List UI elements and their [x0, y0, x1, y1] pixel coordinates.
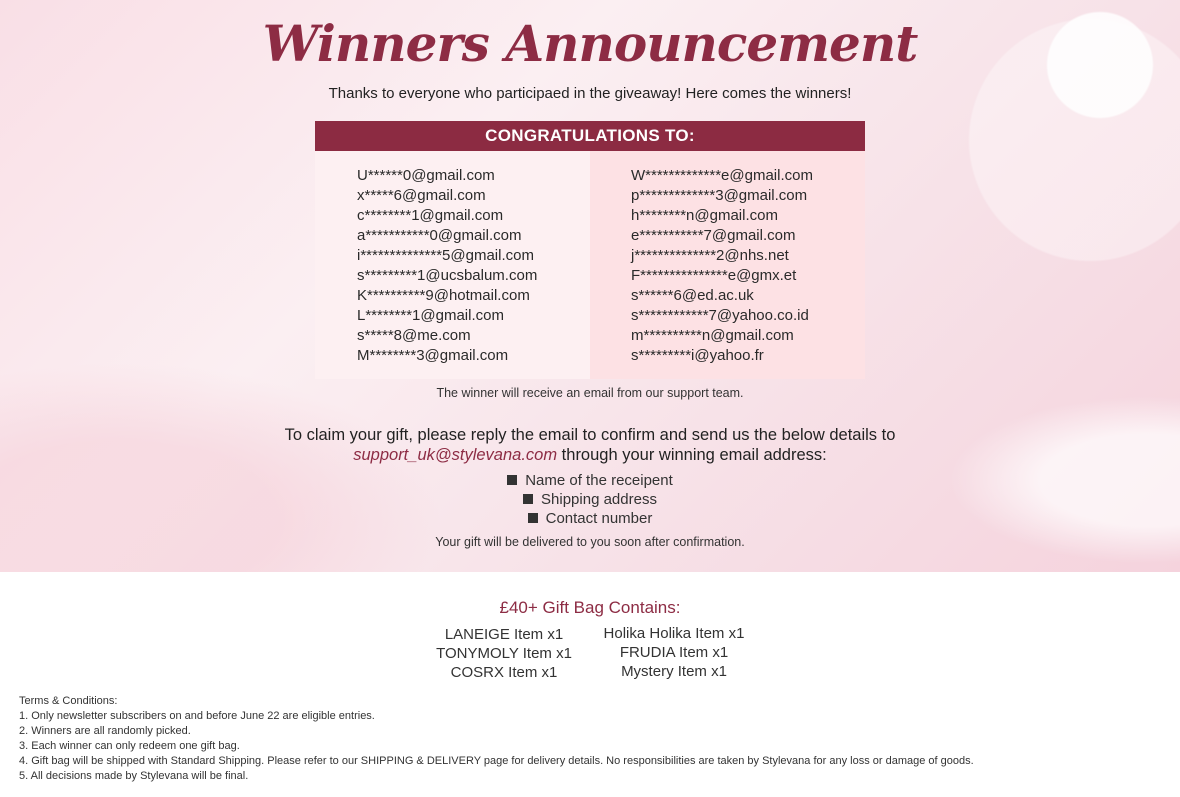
winner-email: s*********1@ucsbalum.com [357, 267, 538, 284]
support-email-note: The winner will receive an email from our support team. [436, 386, 744, 400]
claim-line: To claim your gift, please reply the email to confirm and send us the below details to [284, 426, 896, 444]
winner-email: j**************2@nhs.net [631, 247, 789, 264]
gift-item: Holika Holika Item x1 [603, 625, 745, 642]
required-details-list [0, 471, 1180, 528]
winner-email: F***************e@gmx.et [631, 267, 797, 284]
winner-email: m**********n@gmail.com [631, 327, 794, 344]
winner-email: e***********7@gmail.com [631, 227, 796, 244]
winner-email: M********3@gmail.com [357, 347, 509, 364]
winner-email: s************7@yahoo.co.id [631, 307, 809, 324]
list-item: Shipping address [0, 490, 1180, 509]
winner-email: s*****8@me.com [357, 327, 471, 344]
bullet-square-icon [528, 513, 538, 523]
winner-email: p*************3@gmail.com [631, 187, 808, 204]
claim-line-suffix: through your winning email address: [557, 446, 827, 464]
gift-bag-title: £40+ Gift Bag Contains: [499, 598, 681, 617]
winner-email: i**************5@gmail.com [357, 247, 534, 264]
bullet-square-icon [523, 494, 533, 504]
winner-email: x*****6@gmail.com [357, 187, 486, 204]
terms-heading: Terms & Conditions: [19, 695, 118, 707]
winner-email: s******6@ed.ac.uk [631, 287, 754, 304]
terms-item: 1. Only newsletter subscribers on and before June 22 are eligible entries. [19, 710, 375, 722]
terms-and-conditions [19, 694, 974, 784]
support-email-link[interactable]: support_uk@stylevana.com [353, 446, 558, 464]
winners-list-left [315, 151, 590, 379]
winner-email: s*********i@yahoo.fr [631, 347, 764, 364]
terms-item: 4. Gift bag will be shipped with Standard Shipping. Please refer to our SHIPPING & DELIVERY page for delivery details. No responsibilities are taken by Stylevana for any loss or damage of goods. [19, 755, 974, 767]
list-item: Contact number [0, 509, 1180, 528]
terms-item: 3. Each winner can only redeem one gift bag. [19, 740, 240, 752]
gift-items-left [414, 625, 594, 682]
gift-item: FRUDIA Item x1 [619, 644, 729, 661]
winner-email: K**********9@hotmail.com [357, 287, 530, 304]
terms-item: 5. All decisions made by Stylevana will be final. [19, 770, 249, 782]
winner-email: h********n@gmail.com [631, 207, 778, 224]
claim-instructions [0, 425, 1180, 465]
gift-items-right [584, 624, 764, 681]
bullet-square-icon [507, 475, 517, 485]
terms-item: 2. Winners are all randomly picked. [19, 725, 191, 737]
congratulations-header: CONGRATULATIONS TO: [315, 121, 865, 151]
gift-item: LANEIGE Item x1 [444, 626, 564, 643]
gift-item: TONYMOLY Item x1 [436, 645, 572, 662]
winner-email: W*************e@gmail.com [631, 167, 813, 184]
winner-email: a***********0@gmail.com [357, 227, 522, 244]
winner-email: c********1@gmail.com [357, 207, 504, 224]
list-item: Name of the receipent [0, 471, 1180, 490]
winners-list-right [590, 151, 865, 379]
subtitle: Thanks to everyone who participaed in the giveaway! Here comes the winners! [328, 85, 852, 102]
page-title: Winners Announcement [262, 14, 918, 73]
winner-email: U******0@gmail.com [357, 167, 495, 184]
gift-item: COSRX Item x1 [450, 664, 558, 681]
winner-email: L********1@gmail.com [357, 307, 504, 324]
gift-item: Mystery Item x1 [621, 663, 727, 680]
delivery-note: Your gift will be delivered to you soon after confirmation. [435, 535, 745, 549]
